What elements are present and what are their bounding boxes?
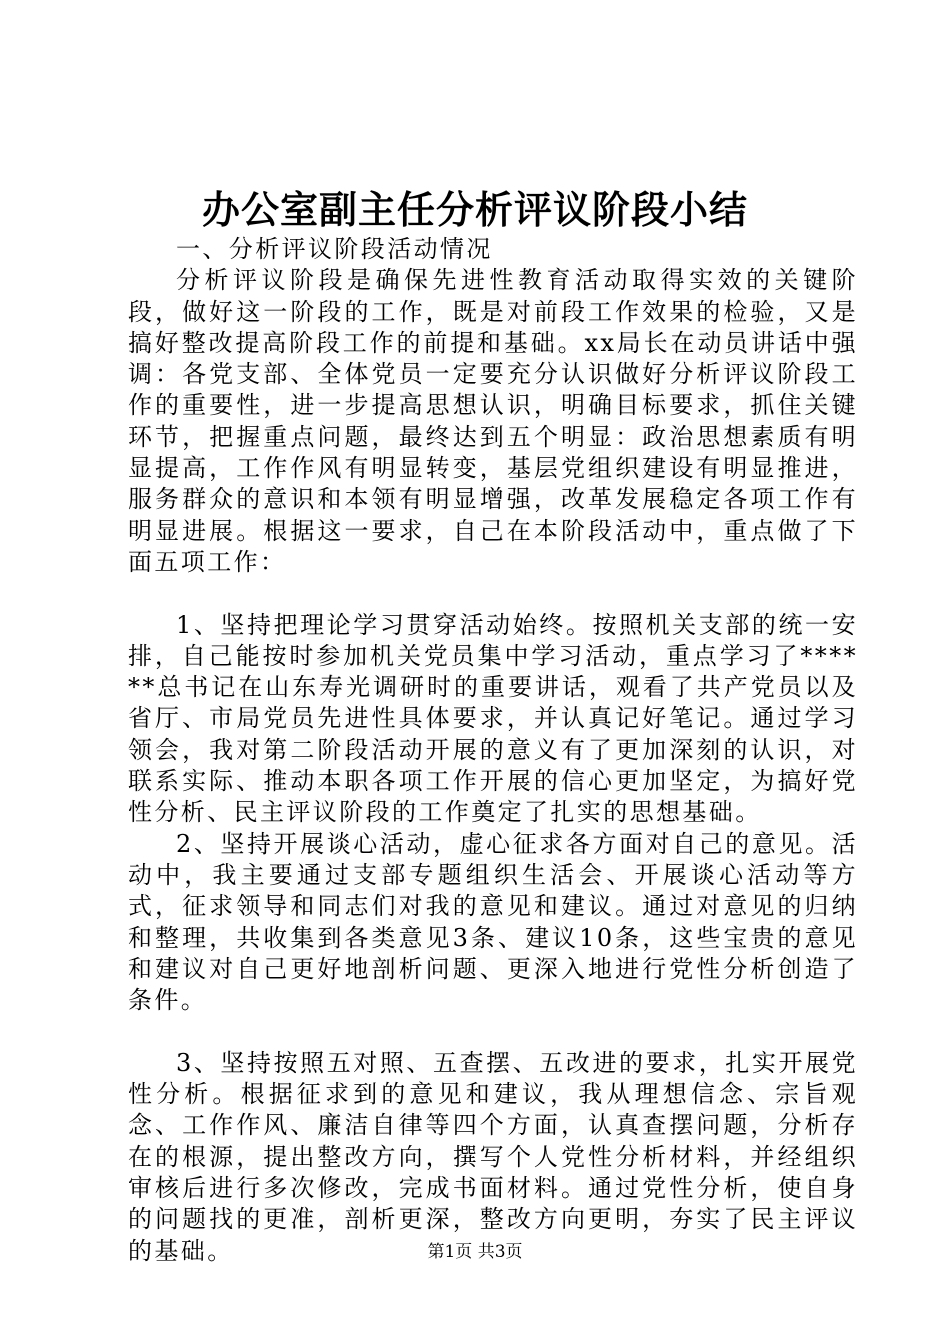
page-footer: 第1页 共3页: [427, 1242, 523, 1262]
item-1-paragraph: 1、坚持把理论学习贯穿活动始终。按照机关支部的统一安排，自己能按时参加机关党员集中学习活动，重点学习了******总书记在山东寿光调研时的重要讲话，观看了共产党员以及省厅、市局党员先进性具体要求，并认真记好笔记。通过学习领会，我对第二阶段活动开展的意义有了更加深刻的认识，对联系实际、推动本职各项工作开展的信心更加坚定，为搞好党性分析、民主评议阶段的工作奠定了扎实的思想基础。: [128, 610, 858, 827]
item-2-paragraph: 2、坚持开展谈心活动，虚心征求各方面对自己的意见。活动中，我主要通过支部专题组织生活会、开展谈心活动等方式，征求领导和同志们对我的意见和建议。通过对意见的归纳和整理，共收集到各类意见3条、建议10条，这些宝贵的意见和建议对自己更好地剖析问题、更深入地进行党性分析创造了条件。: [128, 829, 858, 1015]
intro-paragraph: 分析评议阶段是确保先进性教育活动取得实效的关键阶段，做好这一阶段的工作，既是对前段工作效果的检验，又是搞好整改提高阶段工作的前提和基础。xx局长在动员讲话中强调：各党支部、全体党员一定要充分认识做好分析评议阶段工作的重要性，进一步提高思想认识，明确目标要求，抓住关键环节，把握重点问题，最终达到五个明显：政治思想素质有明显提高，工作作风有明显转变，基层党组织建设有明显推进，服务群众的意识和本领有明显增强，改革发展稳定各项工作有明显进展。根据这一要求，自己在本阶段活动中，重点做了下面五项工作：: [128, 266, 858, 576]
section-heading: 一、分析评议阶段活动情况: [176, 235, 493, 263]
document-title: 办公室副主任分析评议阶段小结: [201, 187, 748, 232]
document-body: [128, 234, 858, 1267]
item-3-paragraph: 3、坚持按照五对照、五查摆、五改进的要求，扎实开展党性分析。根据征求到的意见和建议，我从理想信念、宗旨观念、工作作风、廉洁自律等四个方面，认真查摆问题，分析存在的根源，提出整改方向，撰写个人党性分析材料，并经组织审核后进行多次修改，完成书面材料。通过党性分析，使自身的问题找的更准，剖析更深，整改方向更明，夯实了民主评议的基础。: [128, 1048, 858, 1265]
